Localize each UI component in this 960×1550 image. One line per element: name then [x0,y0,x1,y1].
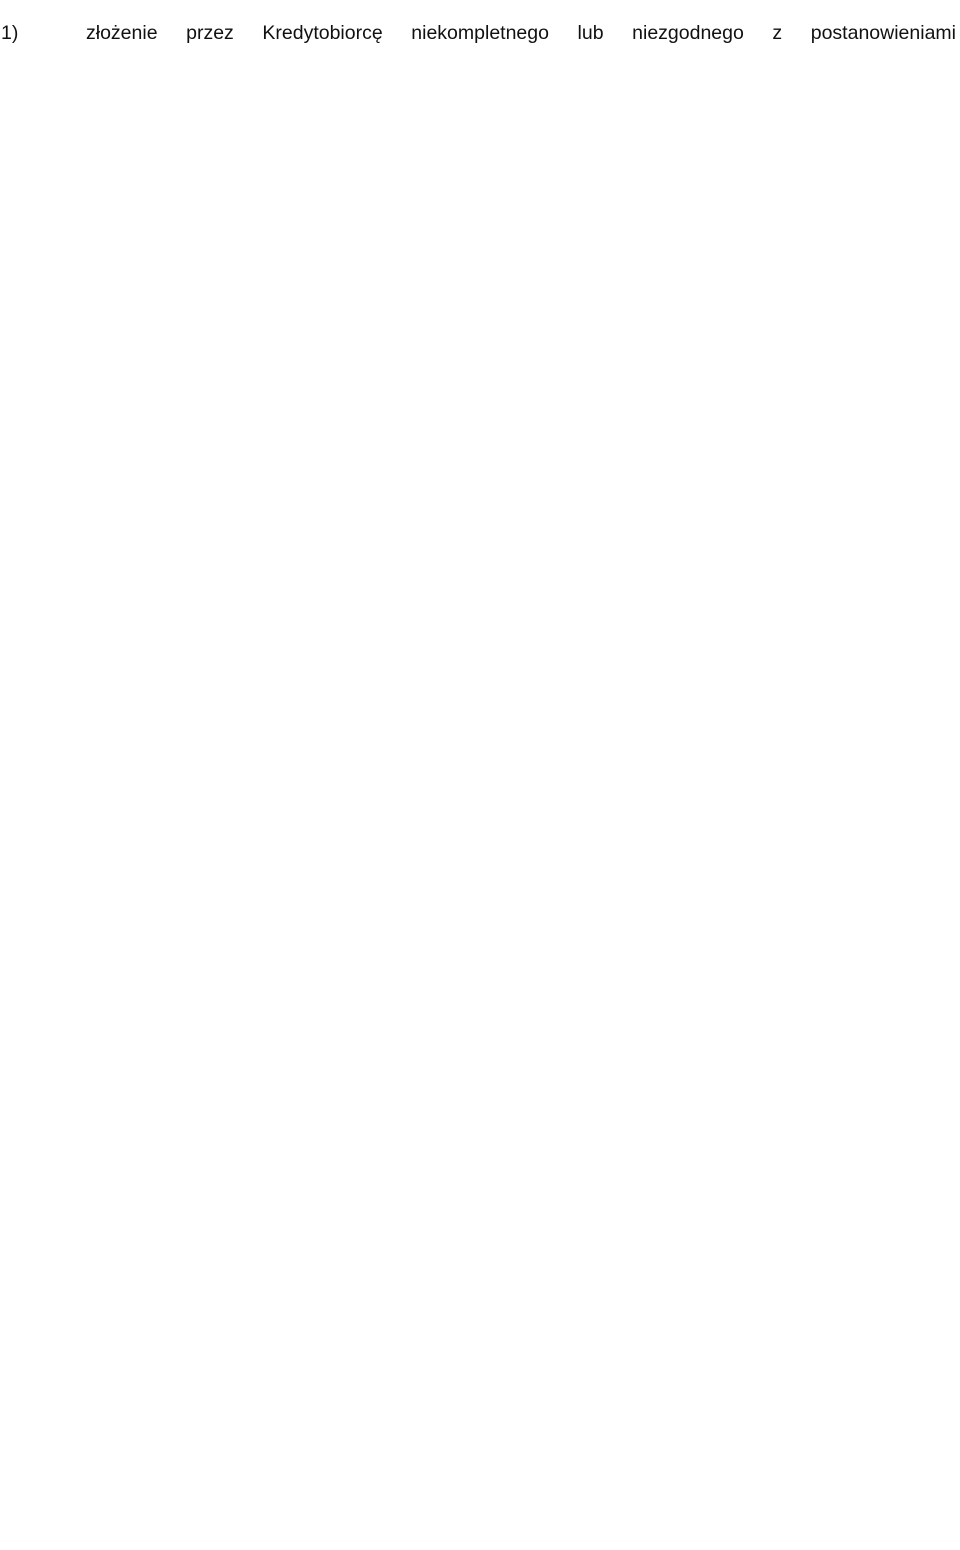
list-item-1-line-1: złożenie przez Kredytobiorcę niekompletnego lub niezgodnego z postanowieniami [86,22,956,44]
list-number-1: 1) [1,22,19,44]
